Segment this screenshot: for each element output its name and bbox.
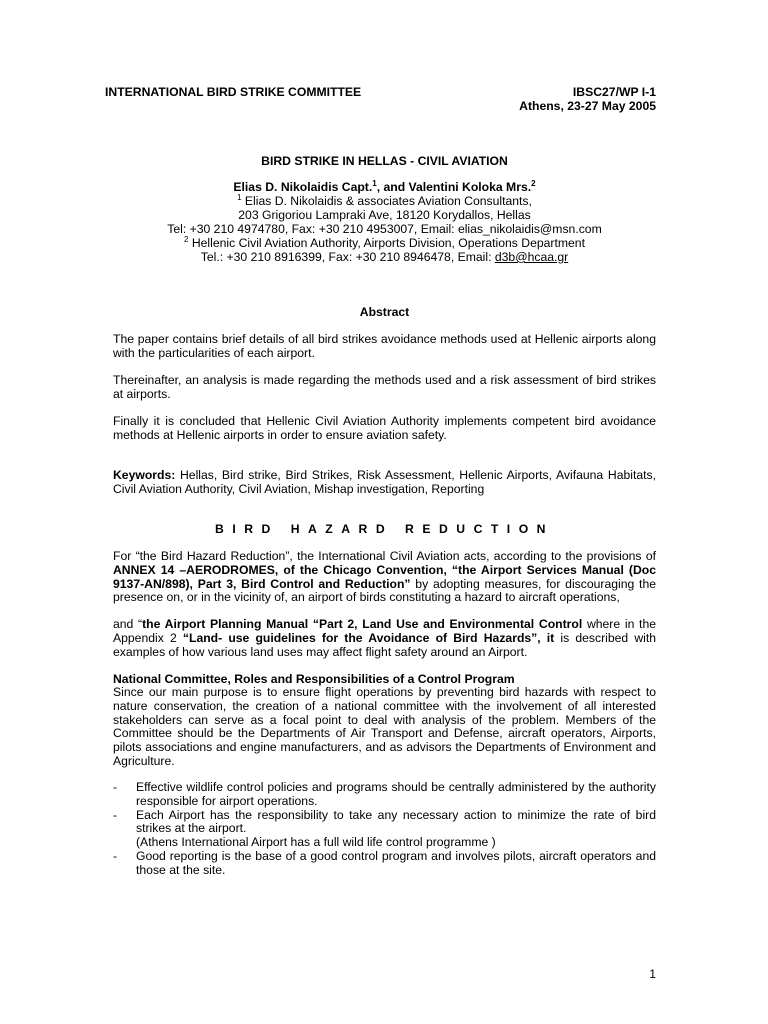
section-2-paragraph-1: Since our main purpose is to ensure flight operations by preventing bird hazards with respect to nature conservation, the creation of a national committee with the involvement of all interested stakeholders can serve as a focal point to deal with analysis of the problem. Members of the Committee should be the Departments of Air Transport and Defense, aircraft operators, Airports, pilots associations and engine manufacturers, and as advisors the Departments of Environment and Agriculture. [113, 685, 656, 768]
dash-marker: - [113, 780, 118, 794]
affiliation-2-name: Hellenic Civil Aviation Authority, Airports Division, Operations Department [188, 236, 585, 250]
abstract-paragraph-3: Finally it is concluded that Hellenic Civil Aviation Authority implements competent bird avoidance methods at Hellenic airports in order to ensure aviation safety. [113, 414, 656, 442]
list-item-text: Each Airport has the responsibility to take any necessary action to minimize the rate of bird strikes at the airport. [136, 807, 656, 836]
section-1-p2-guidelines-ref: “Land- use guidelines for the Avoidance of Bird Hazards”, it [182, 630, 555, 645]
list-item [113, 850, 656, 878]
keywords-label: Keywords: [113, 468, 176, 482]
page-number: 1 [649, 967, 656, 981]
abstract-paragraph-2: Thereinafter, an analysis is made regarding the methods used and a risk assessment of bird strikes at airports. [113, 373, 656, 401]
author-separator: , and Valentini Koloka Mrs. [376, 180, 532, 194]
section-1-p1-annex-ref: ANNEX 14 –AERODROMES, of the Chicago Convention, “the Airport Services Manual (Doc 9137-AN/898), Part 3, Bird Control and Reduction” [113, 562, 656, 591]
affiliation-1-address: 203 Grigoriou Lampraki Ave, 18120 Korydallos, Hellas [238, 208, 531, 222]
abstract-paragraph-1: The paper contains brief details of all bird strikes avoidance methods used at Hellenic airports along with the particularities of each airport. [113, 332, 656, 360]
header-org: INTERNATIONAL BIRD STRIKE COMMITTEE [105, 85, 362, 99]
dash-marker: - [113, 848, 118, 863]
author-1: Elias D. Nikolaidis Capt. [233, 180, 373, 194]
affiliation-1-line-1 [113, 195, 656, 209]
author-1-sup: 1 [372, 179, 377, 188]
section-2-bullet-list [113, 781, 656, 878]
section-1-p2-text-e: is described with examples of how various land uses may affect flight safety around an Airport. [113, 630, 656, 659]
affiliation-1-name: Elias D. Nikolaidis & associates Aviation Consultants, [241, 194, 532, 208]
list-item-text: Good reporting is the base of a good control program and involves pilots, aircraft operators and those at the site. [136, 848, 656, 877]
header-doc-id: IBSC27/WP I-1 [572, 85, 656, 99]
keywords-paragraph [113, 469, 656, 497]
affiliation-2-email-link[interactable]: d3b@hcaa.gr [494, 250, 569, 264]
section-1-paragraph-2 [113, 618, 656, 659]
keywords-text: Hellas, Bird strike, Bird Strikes, Risk Assessment, Hellenic Airports, Avifauna Habitats, Civil Aviation Authority, Civil Aviation, Mishap investigation, Reporting [113, 468, 656, 496]
section-1-paragraph-1 [113, 550, 656, 605]
author-2-sup: 2 [531, 179, 536, 188]
section-1-p1-text-a: For “the Bird Hazard Reduction”, the International Civil Aviation acts, according to the provisions of [113, 549, 656, 563]
dash-marker: - [113, 807, 118, 822]
affiliation-2-sup: 2 [184, 235, 189, 244]
section-heading-national-committee: National Committee, Roles and Responsibilities of a Control Program [113, 672, 515, 686]
affiliation-1-contact: Tel: +30 210 4974780, Fax: +30 210 4953007, Email: elias_nikolaidis@msn.com [167, 222, 602, 236]
list-item [113, 809, 656, 850]
affiliation-1-sup: 1 [237, 193, 242, 202]
paper-title: BIRD STRIKE IN HELLAS - CIVIL AVIATION [261, 154, 508, 168]
affiliation-2-contact-text: Tel.: +30 210 8916399, Fax: +30 210 8946478, Email: [200, 250, 495, 264]
section-heading-bird-hazard-reduction: BIRD HAZARD REDUCTION [215, 522, 554, 536]
affiliation-2-line-1 [113, 237, 656, 251]
abstract-heading: Abstract [359, 305, 410, 319]
list-item-text: Effective wildlife control policies and programs should be centrally administered by the authority responsible for airport operations. [136, 780, 656, 808]
section-1-p2-manual-ref: the Airport Planning Manual “Part 2, Land Use and Environmental Control [142, 617, 583, 631]
section-1-p2-text-a: and “ [113, 617, 143, 631]
authors-line [113, 181, 656, 195]
list-item-note: (Athens International Airport has a full wild life control programme ) [136, 835, 496, 850]
affiliation-2-contact [113, 251, 656, 265]
header-location-date: Athens, 23-27 May 2005 [519, 99, 656, 113]
section-1-p2-text-c: where in the Appendix 2 [113, 617, 656, 645]
section-1-p1-text-c: by adopting measures, for discouraging the presence on, or in the vicinity of, an airport of birds constituting a hazard to aircraft operations, [113, 576, 657, 605]
list-item [113, 781, 656, 809]
